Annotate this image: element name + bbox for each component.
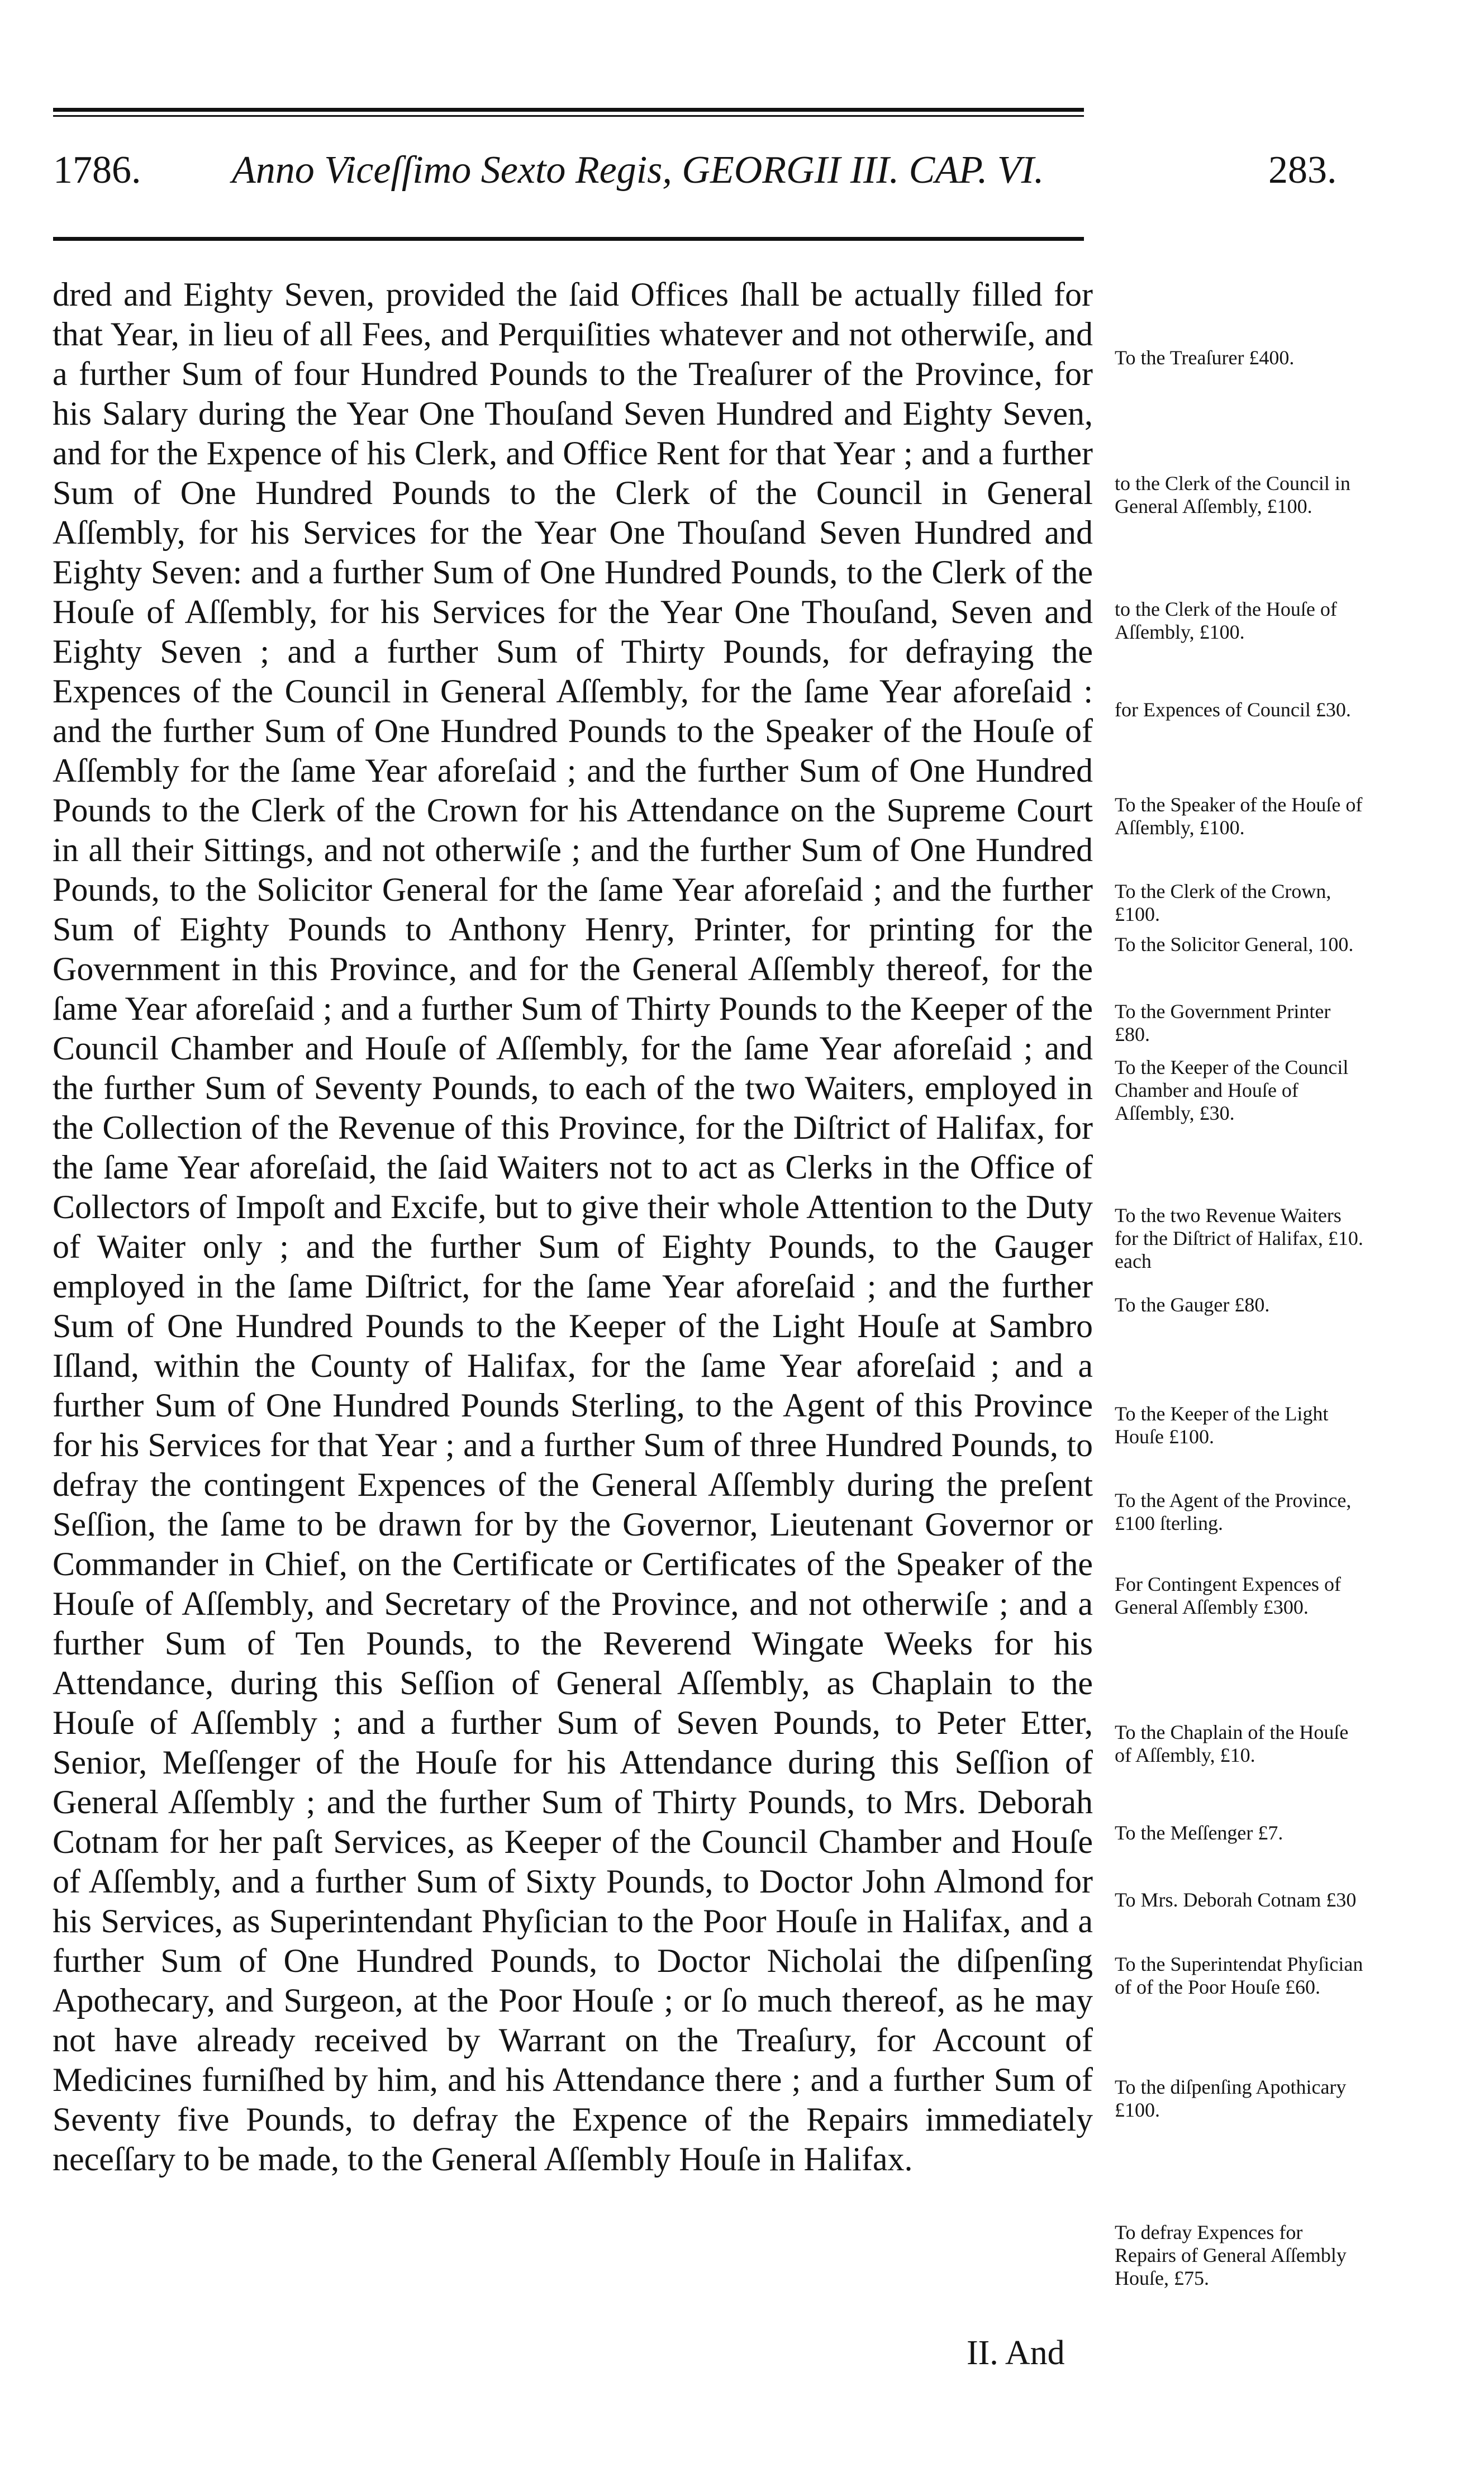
margin-note: To the Solicitor General, 100. bbox=[1115, 933, 1354, 955]
header-running-title: Anno Viceſſimo Sexto Regis, GEORGII III. CAP. VI. bbox=[232, 149, 1044, 192]
catchword: II. And bbox=[967, 2334, 1065, 2372]
body-paragraph: dred and Eighty Seven, provided the ſaid Offices ſhall be actually filled for that Year, in lieu of all Fees, and Perquiſities whatever and not otherwiſe, and a further Sum of four Hundred Pounds to the Treaſurer of the Province, for his Salary during the Year One Thouſand Seven Hundred and Eighty Seven, and for the Expence of his Clerk, and Office Rent for that Year ; and a further Sum of One Hundred Pounds to the Clerk of the Council in General Aſſembly, for his Services for the Year One Thouſand Seven Hundred and Eighty Seven: and a further Sum of One Hundred Pounds, to the Clerk of the Houſe of Aſſembly, for his Services for the Year One Thouſand, Seven and Eighty Seven ; and a further Sum of Thirty Pounds, for defraying the Expences of the Council in General Aſſembly, for the ſame Year aforeſaid : and the further Sum of One Hundred Pounds to the Speaker of the Houſe of Aſſembly for the ſame Year aforeſaid ; and the further Sum of One Hundred Pounds to the Clerk of the Crown for his Attendance on the Supreme Court in all their Sittings, and not otherwiſe ; and the further Sum of One Hundred Pounds, to the Solicitor General for the ſame Year aforeſaid ; and the further Sum of Eighty Pounds to Anthony Henry, Printer, for printing for the Government in this Province, and for the General Aſſembly thereof, for the ſame Year aforeſaid ; and a further Sum of Thirty Pounds to the Keeper of the Council Chamber and Houſe of Aſſembly, for the ſame Year aforeſaid ; and the further Sum of Seventy Pounds, to each of the two Waiters, employed in the Collection of the Revenue of this Province, for the Diſtrict of Halifax, for the ſame Year aforeſaid, the ſaid Waiters not to act as Clerks in the Office of Collectors of Impoſt and Excife, but to give their whole Attention to the Duty of Waiter only ; and the further Sum of Eighty Pounds, to the Gauger employed in the ſame Diſtrict, for the ſame Year aforeſaid ; and the further Sum of One Hundred Pounds to the Keeper of the Light Houſe at Sambro Iſland, within the County of Halifax, for the ſame Year aforeſaid ; and a further Sum of One Hundred Pounds Sterling, to the Agent of this Province for his Services for that Year ; and a further Sum of three Hundred Pounds, to defray the contingent Expences of the General Aſſembly during the preſent Seſſion, the ſame to be drawn for by the Governor, Lieutenant Governor or Commander in Chief, on the Certificate or Certificates of the Speaker of the Houſe of Aſſembly, and Secretary of the Province, and not otherwiſe ; and a further Sum of Ten Pounds, to the Reverend Wingate Weeks for his Attendance, during this Seſſion of General Aſſembly, as Chaplain to the Houſe of Aſſembly ; and a further Sum of Seven Pounds, to Peter Etter, Senior, Meſſenger of the Houſe for his Attendance during this Seſſion of General Aſſembly ; and the further Sum of Thirty Pounds, to Mrs. Deborah Cotnam for her paſt Services, as Keeper of the Council Chamber and Houſe of Aſſembly, and a further Sum of Sixty Pounds, to Doctor John Almond for his Services, as Superintendant Phyſician to the Poor Houſe in Halifax, and a further Sum of One Hundred Pounds, to Doctor Nicholai the diſpenſing Apothecary, and Surgeon, at the Poor Houſe ; or ſo much thereof, as he may not have already received by Warrant on the Treaſury, for Account of Medicines furniſhed by him, and his Attendance there ; and a further Sum of Seventy five Pounds, to defray the Expence of the Repairs immediately neceſſary to be made, to the General Aſſembly Houſe in Halifax. bbox=[53, 276, 1093, 2178]
margin-note: to the Clerk of the Houſe of Aſſembly, £100. bbox=[1115, 598, 1337, 643]
margin-note: To the Treaſurer £400. bbox=[1115, 346, 1295, 369]
margin-note: To the Keeper of the Light Houſe £100. bbox=[1115, 1403, 1329, 1448]
margin-note: To the Agent of the Province, £100 ſterling. bbox=[1115, 1489, 1352, 1534]
margin-note: To the Clerk of the Crown, £100. bbox=[1115, 880, 1331, 925]
margin-note: To the Meſſenger £7. bbox=[1115, 1822, 1283, 1844]
margin-note: To Mrs. Deborah Cotnam £30 bbox=[1115, 1889, 1357, 1911]
margin-note: To the Superintendat Phyſician of of the Poor Houſe £60. bbox=[1115, 1953, 1363, 1998]
margin-note: To the Gauger £80. bbox=[1115, 1294, 1270, 1316]
top-rule-thin bbox=[53, 115, 1084, 117]
margin-note: To defray Expences for Repairs of General Aſſembly Houſe, £75. bbox=[1115, 2221, 1347, 2289]
header-year: 1786. bbox=[53, 149, 141, 192]
statute-body bbox=[53, 275, 1093, 2179]
margin-note: to the Clerk of the Council in General Aſſembly, £100. bbox=[1115, 472, 1350, 517]
margin-note: To the diſpenſing Apothicary £100. bbox=[1115, 2076, 1347, 2121]
margin-note: for Expences of Council £30. bbox=[1115, 698, 1351, 721]
margin-note: For Contingent Expences of General Aſſembly £300. bbox=[1115, 1573, 1341, 1618]
top-rule bbox=[53, 108, 1084, 112]
margin-note: To the Keeper of the Council Chamber and Houſe of Aſſembly, £30. bbox=[1115, 1056, 1349, 1124]
margin-note: To the Government Printer £80. bbox=[1115, 1000, 1331, 1045]
margin-note: To the two Revenue Waiters for the Diſtrict of Halifax, £10. each bbox=[1115, 1204, 1363, 1272]
page-number: 283. bbox=[1268, 149, 1337, 192]
header-rule bbox=[53, 237, 1084, 241]
margin-note: To the Chaplain of the Houſe of Aſſembly, £10. bbox=[1115, 1721, 1349, 1766]
margin-note: To the Speaker of the Houſe of Aſſembly, £100. bbox=[1115, 793, 1363, 839]
